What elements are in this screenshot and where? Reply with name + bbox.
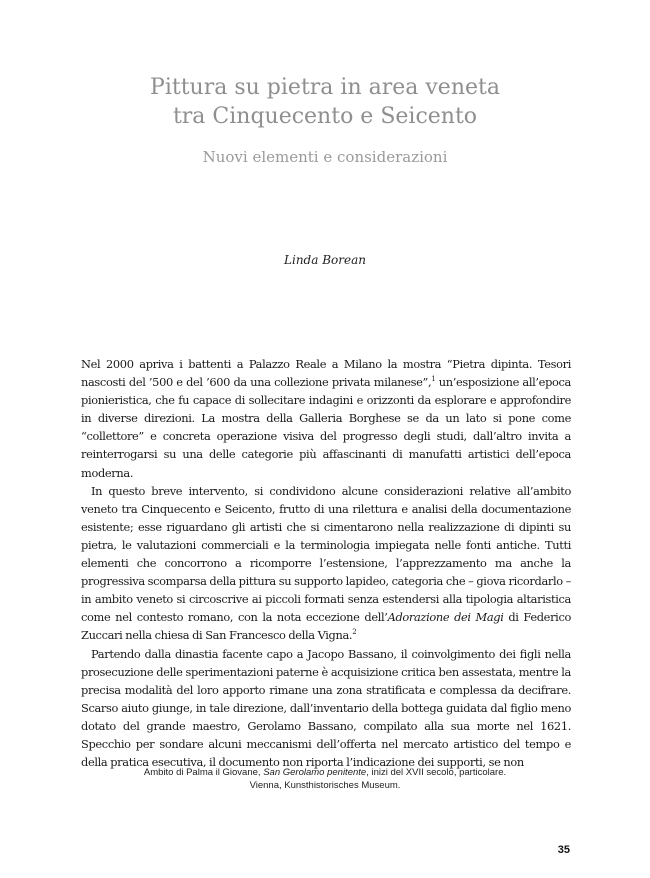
paragraph-2-text-a: In questo breve intervento, si condividono alcune considerazioni relative all’ambito veneto tra Cinquecento e Seicento, frutto di una rilettura e analisi della documentazione esistente; esse riguardano gli artisti che si cimentarono nella realizzazione di dipinti su pietra, le valutazioni commerciali e la terminologia impiegata nelle fonti antiche. Tutti elementi che concorrono a ricomporre l’estensione, l’apprezzamento ma anche la progressiva scomparsa della pittura su supporto lapideo, categoria che – giova ricordarlo – in ambito veneto si circoscrive ai piccoli formati senza estendersi alla tipologia altaristica come nel contesto romano, con la nota eccezione dell’ bbox=[81, 483, 571, 625]
page-number: 35 bbox=[557, 844, 570, 856]
caption-line-1 bbox=[0, 766, 650, 779]
title-line-2: tra Cinquecento e Seicento bbox=[172, 104, 478, 129]
paragraph-1-text-a: Nel 2000 apriva i battenti a Palazzo Reale a Milano la mostra “Pietra dipinta. Tesori nascosti del ’500 e del ’600 da una collezione privata milanese”, bbox=[81, 357, 571, 390]
paragraph-1-text-b: un’esposizione all’epoca pionieristica, che fu capace di sollecitare indagini e orizzonti da esplorare e approfondire in diverse direzioni. La mostra della Galleria Borghese se da un lato si pone come “collettore” e concreta operazione visiva del progresso degli studi, dall’altro invita a reinterrogarsi su una delle categorie più affascinanti di manufatti artistici dell’epoca moderna. bbox=[81, 375, 571, 480]
paragraph-3: Partendo dalla dinastia facente capo a Jacopo Bassano, il coinvolgimento dei figli nella prosecuzione delle sperimentazioni paterne è acquisizione critica ben assestata, mentre la precisa modalità del loro apporto rimane una zona stratificata e complessa da decifrare. Scarso aiuto giunge, in tale direzione, dall’inventario della bottega guidata dal figlio meno dotato del grande maestro, Gerolamo Bassano, compilato alla sua morte nel 1621. Specchio per sondare alcuni meccanismi dell’offerta nel mercato artistico del tempo e della pratica esecutiva, il documento non riporta l’indicazione dei supporti, se non bbox=[81, 646, 571, 770]
caption-text-a: Ambito di Palma il Giovane, bbox=[143, 767, 264, 778]
footnote-ref-1: 1 bbox=[431, 375, 436, 384]
caption-line-2: Vienna, Kunsthistorisches Museum. bbox=[249, 780, 401, 791]
paragraph-2 bbox=[81, 482, 571, 645]
footnote-ref-2: 2 bbox=[352, 628, 357, 637]
caption-text-b: , inizi del XVII secolo, particolare. bbox=[366, 767, 507, 778]
author: Linda Borean bbox=[284, 253, 366, 267]
title-line-1: Pittura su pietra in area veneta bbox=[150, 75, 500, 100]
body-text bbox=[81, 355, 571, 771]
paragraph-1 bbox=[81, 355, 571, 482]
paragraph-2-text-b: di Federico Zuccari nella chiesa di San Francesco della Vigna. bbox=[81, 610, 571, 643]
subtitle: Nuovi elementi e considerazioni bbox=[202, 148, 448, 166]
caption-artwork-title: San Gerolamo penitente bbox=[263, 767, 367, 778]
artwork-title: Adorazione dei Magi bbox=[387, 610, 504, 625]
